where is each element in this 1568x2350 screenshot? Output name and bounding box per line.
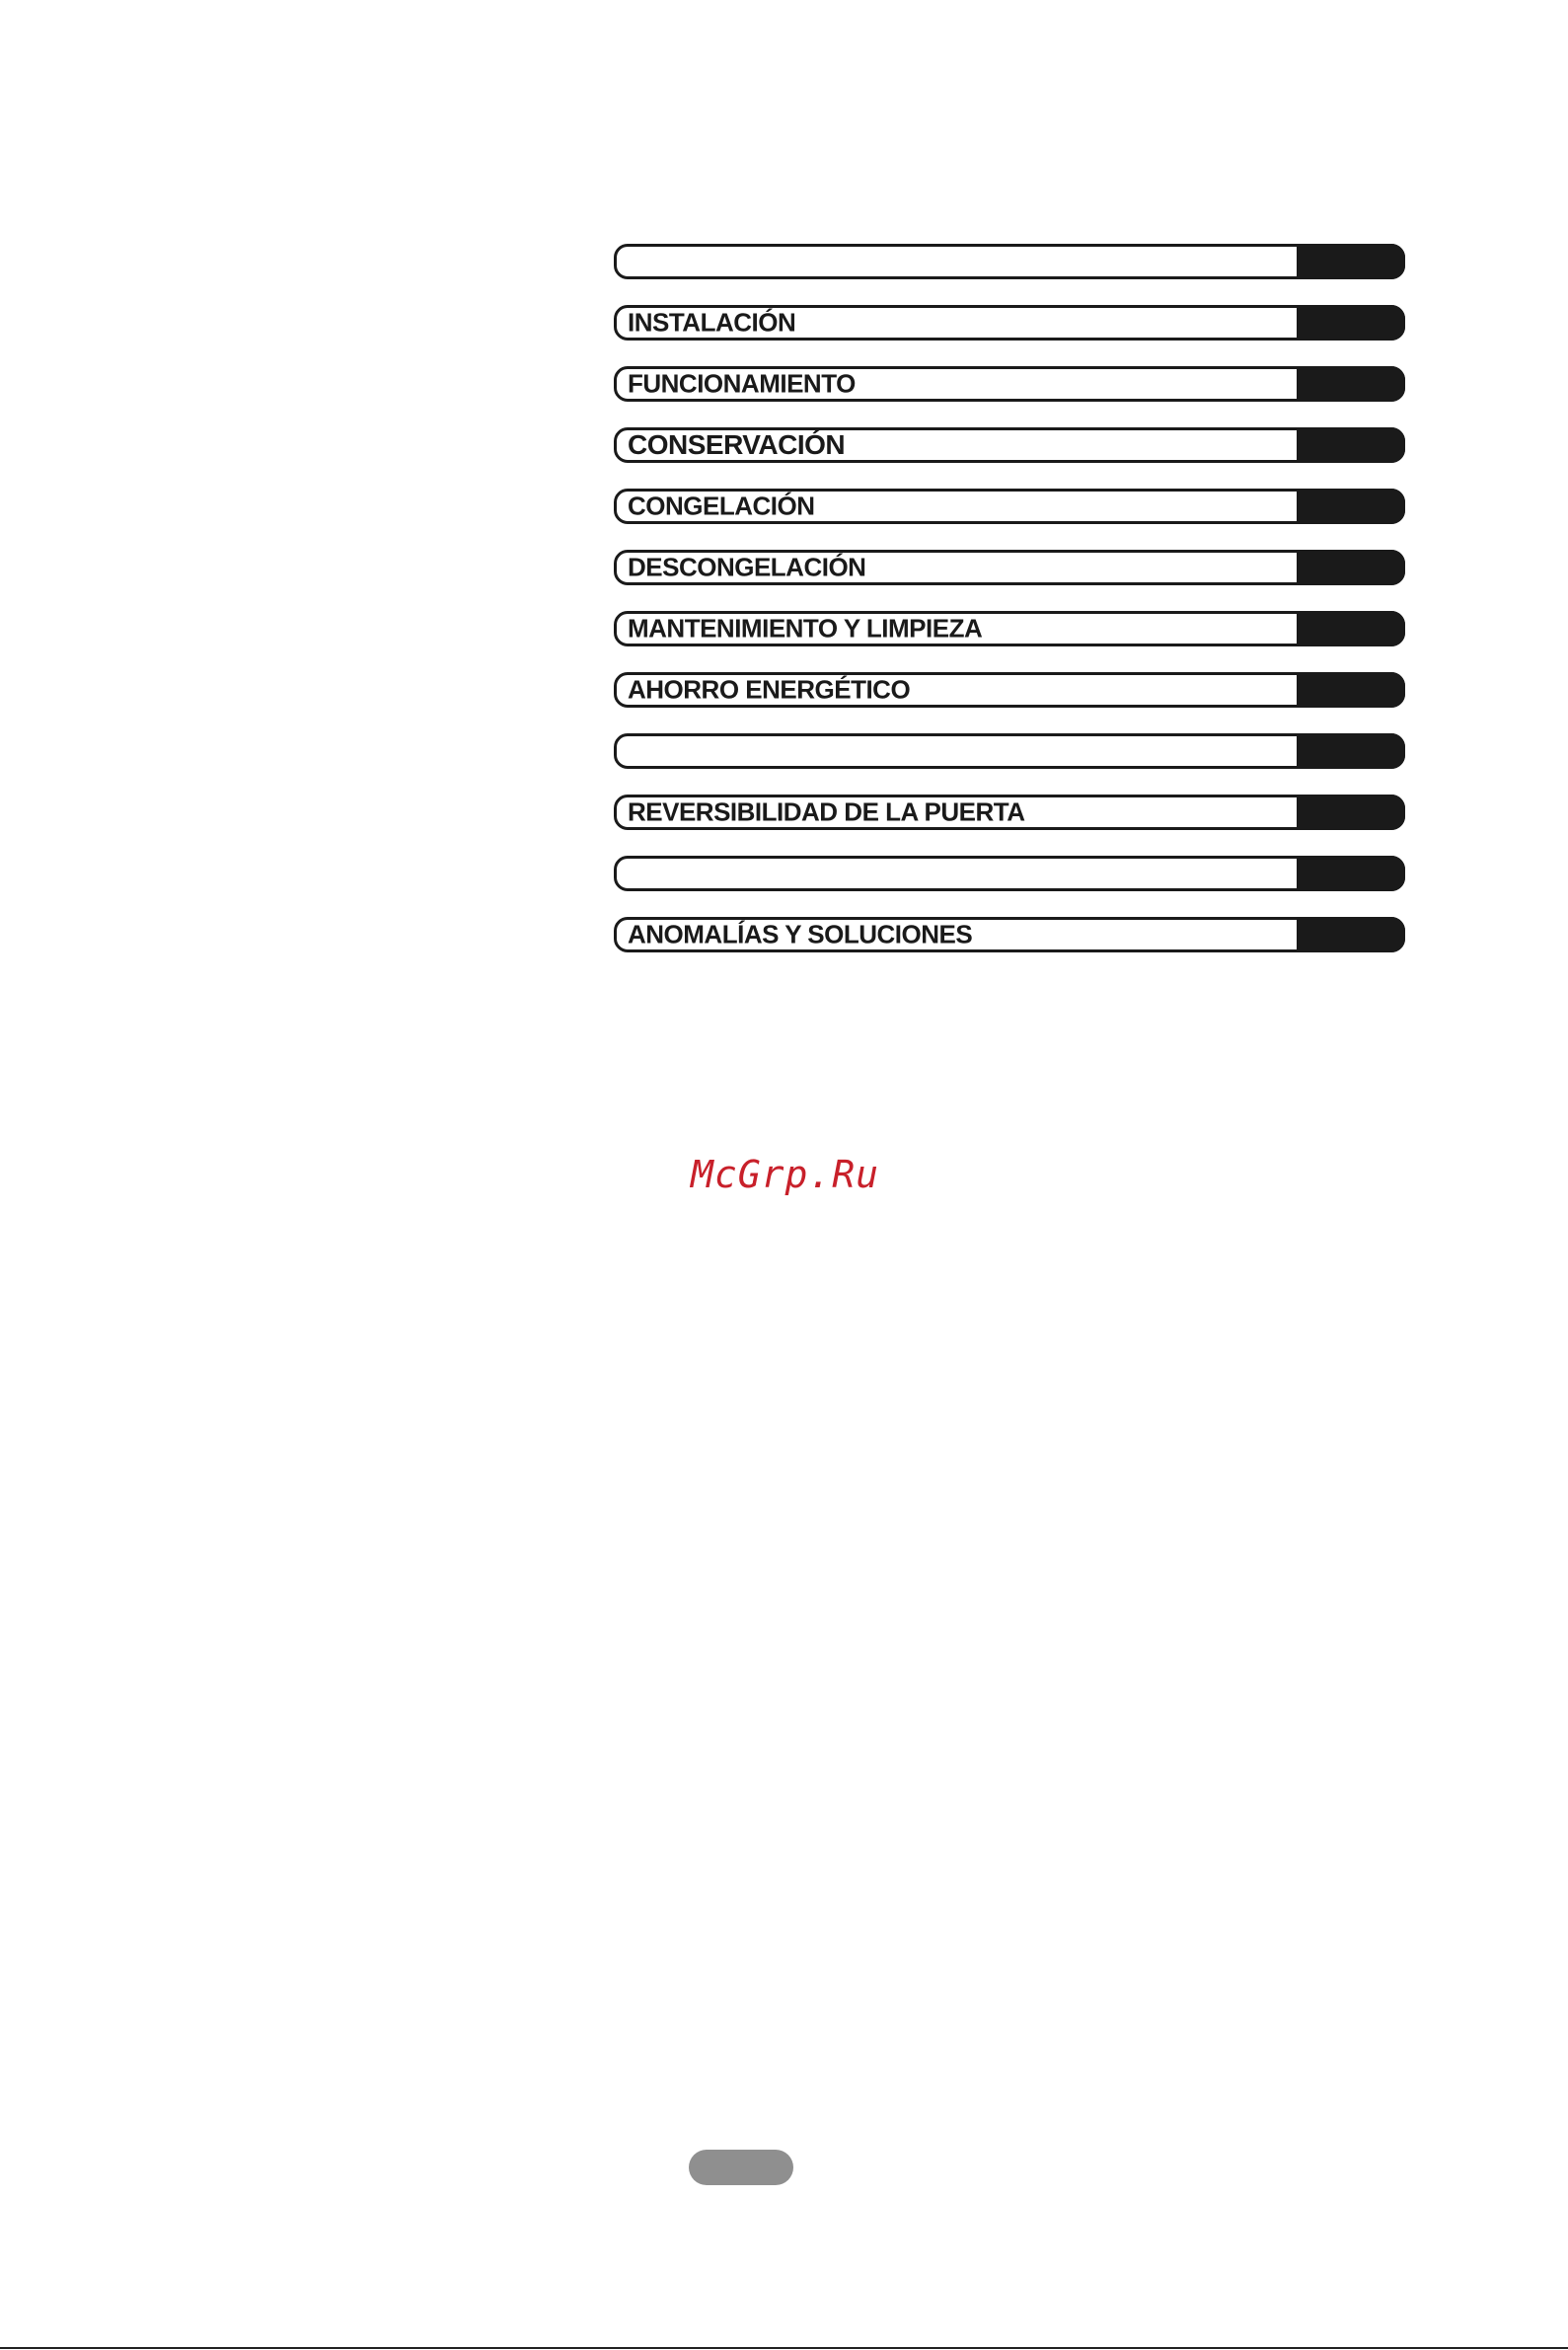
toc-item-label: FUNCIONAMIENTO <box>628 368 856 399</box>
toc-page-tab <box>1297 244 1405 279</box>
toc-page-tab <box>1297 733 1405 769</box>
toc-item-funcionamiento[interactable] <box>614 366 1405 402</box>
toc-item-conservacion[interactable] <box>614 427 1405 463</box>
toc-item-label: CONGELACIÓN <box>628 491 815 521</box>
toc-item-label: INSTALACIÓN <box>628 307 796 338</box>
toc-page-tab <box>1297 917 1405 952</box>
toc-page-tab <box>1297 611 1405 646</box>
toc-item-congelacion[interactable] <box>614 489 1405 524</box>
page-bottom-rule <box>0 2347 1568 2349</box>
toc-item-reversibilidad[interactable] <box>614 795 1405 830</box>
toc-page-tab <box>1297 672 1405 708</box>
toc-page-tab <box>1297 795 1405 830</box>
toc-item-mantenimiento[interactable] <box>614 611 1405 646</box>
watermark: McGrp.Ru <box>691 1153 880 1196</box>
toc-item-instalacion[interactable] <box>614 305 1405 341</box>
toc-page-tab <box>1297 550 1405 585</box>
toc-page-tab <box>1297 305 1405 341</box>
toc-page-tab <box>1297 366 1405 402</box>
toc-item-label: REVERSIBILIDAD DE LA PUERTA <box>628 796 1025 827</box>
toc-item-label: DESCONGELACIÓN <box>628 552 866 582</box>
page-number-pill <box>689 2150 793 2185</box>
toc-item-blank-2[interactable] <box>614 733 1405 769</box>
toc-item-label: MANTENIMIENTO Y LIMPIEZA <box>628 613 983 644</box>
toc-item-descongelacion[interactable] <box>614 550 1405 585</box>
toc-page-tab <box>1297 427 1405 463</box>
toc-item-blank-3[interactable] <box>614 856 1405 891</box>
toc-item-label: CONSERVACIÓN <box>628 429 846 460</box>
toc-page-tab <box>1297 489 1405 524</box>
toc-item-label: ANOMALÍAS Y SOLUCIONES <box>628 919 973 949</box>
toc-page-tab <box>1297 856 1405 891</box>
toc-item-label: AHORRO ENERGÉTICO <box>628 674 911 705</box>
toc-item-blank-1[interactable] <box>614 244 1405 279</box>
toc-item-anomalias[interactable] <box>614 917 1405 952</box>
toc-item-ahorro-energetico[interactable] <box>614 672 1405 708</box>
table-of-contents <box>614 244 1405 978</box>
